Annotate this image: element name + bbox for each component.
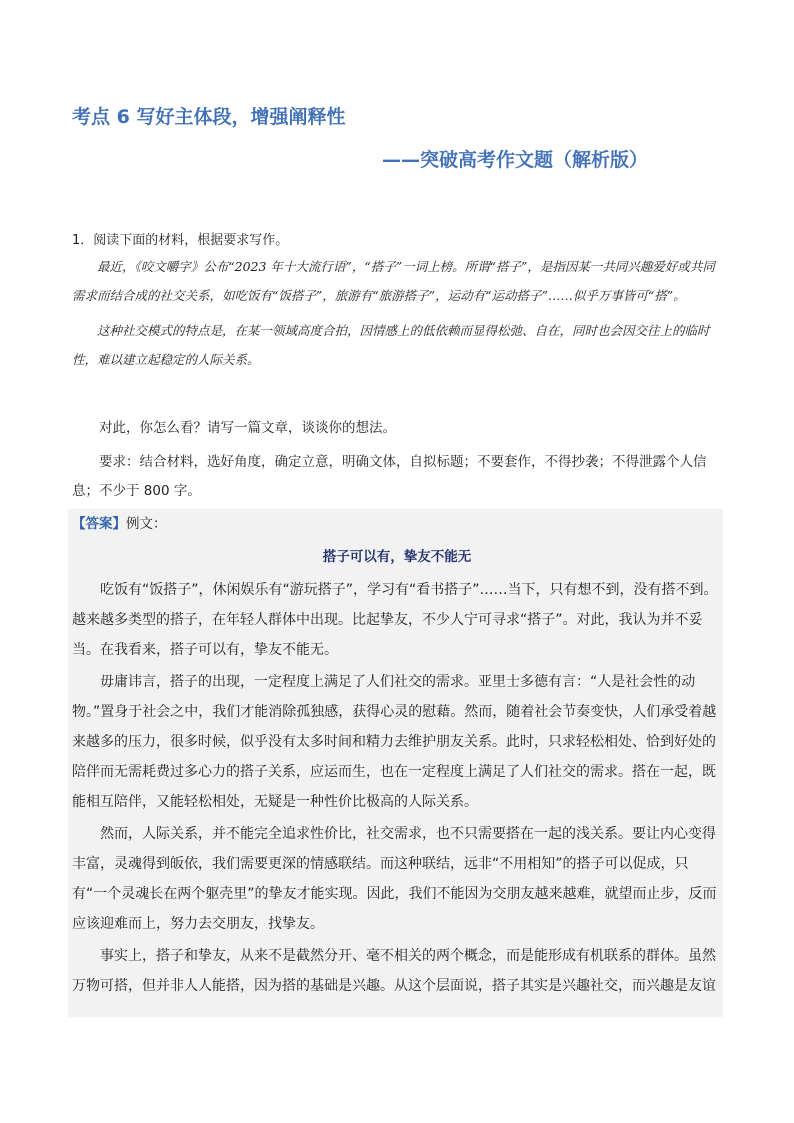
answer-label <box>72 512 167 532</box>
question-prompt: 对此，你怎么看？请写一篇文章，谈谈你的想法。 <box>99 420 396 436</box>
page-title: 考点 6 写好主体段，增强阐释性 <box>72 106 346 128</box>
essay-paragraph: 吃饭有“饭搭子”，休闲娱乐有“游玩搭子”，学习有“看书搭子”……当下，只有想不到，没有搭不到。越来越多类型的搭子，在年轻人群体中出现。比起挚友，不少人宁可寻求“搭子”。对此，我认为并不妥当。在我看来，搭子可以有，挚友不能无。 <box>72 582 718 658</box>
essay-paragraph: 毋庸讳言，搭子的出现，一定程度上满足了人们社交的需求。亚里士多德有言：“人是社会性的动物。”置身于社会之中，我们才能消除孤独感，获得心灵的慰藉。然而，随着社会节奏变快，人们承受着越来越多的压力，很多时候，似乎没有太多时间和精力去维护朋友关系。此时，只求轻松相处、恰到好处的陪伴而无需耗费过多心力的搭子关系，应运而生，也在一定程度上满足了人们社交的需求。搭在一起，既能相互陪伴，又能轻松相处，无疑是一种性价比极高的人际关系。 <box>72 674 717 810</box>
question-requirements: 要求：结合材料，选好角度，确定立意，明确文体，自拟标题；不要套作，不得抄袭；不得泄露个人信息；不少于 800 字。 <box>72 454 707 499</box>
essay-paragraph: 然而，人际关系，并不能完全追求性价比，社交需求，也不只需要搭在一起的浅关系。要让内心变得丰富，灵魂得到皈依，我们需要更深的情感联结。而这种联结，远非“不用相知”的搭子可以促成，只有“一个灵魂长在两个躯壳里”的挚友才能实现。因此，我们不能因为交朋友越来越难，就望而止步，反而应该迎难而上，努力去交朋友，找挚友。 <box>72 826 717 932</box>
answer-bracket-label: 【答案】 <box>72 516 126 532</box>
essay-paragraph: 事实上，搭子和挚友，从来不是截然分开、毫不相关的两个概念，而是能形成有机联系的群体。虽然万物可搭，但并非人人能搭，因为搭的基础是兴趣。从这个层面说，搭子其实是兴趣社交，而兴趣是友谊 <box>72 948 716 994</box>
material-paragraph: 这种社交模式的特点是，在某一领域高度合拍，因情感上的低依赖而显得松弛、自在，同时也会因交往上的临时性，难以建立起稳定的人际关系。 <box>72 323 710 367</box>
material-paragraph: 最近，《咬文嚼字》公布“2023 年十大流行语”，“搭子”一词上榜。所谓“搭子”，是指因某一共同兴趣爱好或共同需求而结合成的社交关系，如吃饭有“饭搭子”，旅游有“旅游搭子”，运动有“运动搭子”……似乎万事皆可“搭”。 <box>72 259 715 303</box>
answer-label-suffix: 例文： <box>126 516 167 532</box>
essay-title: 搭子可以有，挚友不能无 <box>322 549 472 565</box>
question-material <box>72 252 722 380</box>
essay-body <box>72 575 722 1003</box>
question-intro: 1．阅读下面的材料，根据要求写作。 <box>72 233 289 248</box>
page-subtitle: ——突破高考作文题（解析版） <box>382 149 649 171</box>
